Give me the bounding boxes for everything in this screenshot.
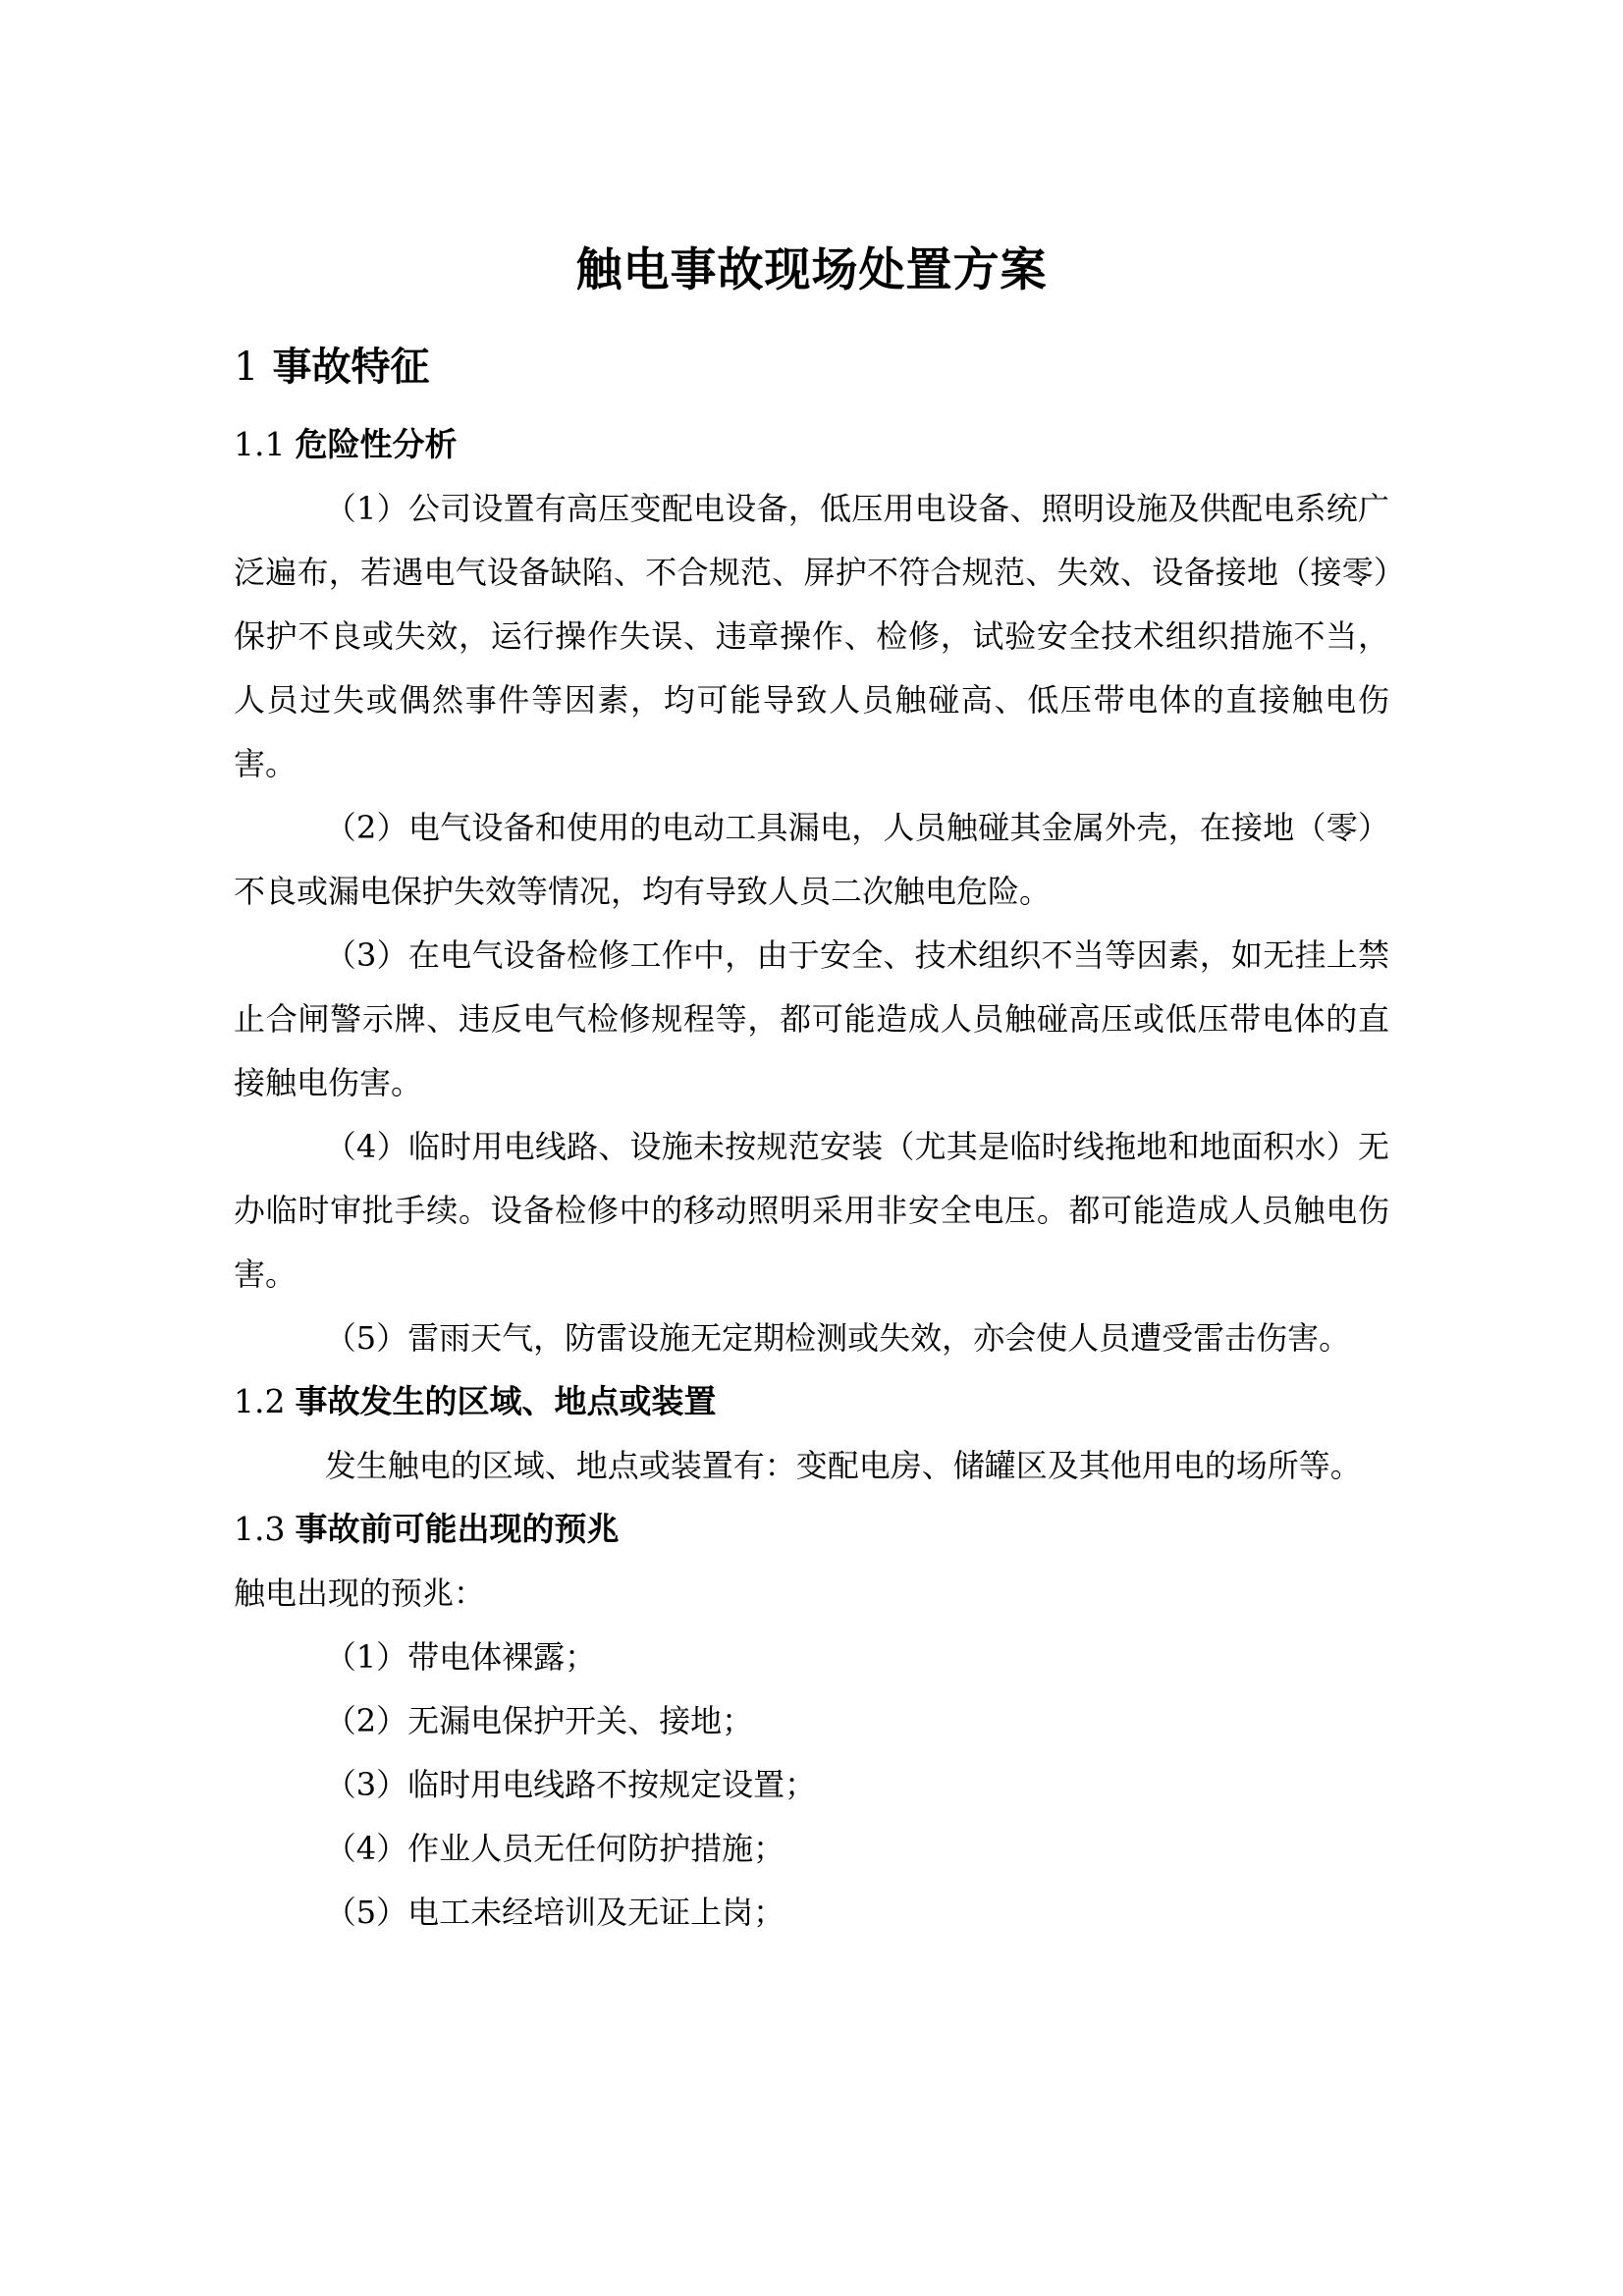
- section-heading-1-3: [234, 1510, 1389, 1549]
- omen-item-3: （3）临时用电线路不按规定设置；: [324, 1766, 817, 1803]
- section-1-1-title: 危险性分析: [295, 425, 458, 463]
- document-title: 触电事故现场处置方案: [575, 243, 1048, 297]
- section-1-2-title: 事故发生的区域、地点或装置: [295, 1382, 717, 1420]
- section-heading-1-1: [234, 425, 1389, 464]
- paragraph-area: 发生触电的区域、地点或装置有：变配电房、储罐区及其他用电的场所等。: [324, 1447, 1362, 1484]
- section-heading-1-2: [234, 1382, 1389, 1421]
- omen-item-2: （2）无漏电保护开关、接地；: [324, 1702, 754, 1739]
- paragraph-hazard-3: （3）在电气设备检修工作中，由于安全、技术组织不当等因素，如无挂上禁止合闸警示牌、违反电气检修规程等，都可能造成人员触碰高压或低压带电体的直接触电伤害。: [234, 936, 1389, 1101]
- omen-item-4: （4）作业人员无任何防护措施；: [324, 1830, 785, 1867]
- section-1-3-title: 事故前可能出现的预兆: [295, 1510, 620, 1548]
- omen-item-5: （5）电工未经培训及无证上岗；: [324, 1894, 785, 1931]
- section-1-title: 事故特征: [272, 345, 430, 390]
- section-1-1-number: 1.1: [234, 425, 286, 463]
- omen-item-1: （1）带电体裸露；: [324, 1638, 597, 1676]
- paragraph-hazard-5: （5）雷雨天气，防雷设施无定期检测或失效，亦会使人员遭受雷击伤害。: [324, 1319, 1351, 1357]
- paragraph-hazard-2: （2）电气设备和使用的电动工具漏电，人员触碰其金属外壳，在接地（零）不良或漏电保护失效等情况，均有导致人员二次触电危险。: [234, 809, 1389, 910]
- section-heading-1: [234, 345, 1389, 390]
- section-1-2-number: 1.2: [234, 1382, 286, 1420]
- paragraph-hazard-1: （1）公司设置有高压变配电设备，低压用电设备、照明设施及供配电系统广泛遍布，若遇电气设备缺陷、不合规范、屏护不符合规范、失效、设备接地（接零）保护不良或失效，运行操作失误、违章操作、检修，试验安全技术组织措施不当，人员过失或偶然事件等因素，均可能导致人员触碰高、低压带电体的直接触电伤害。: [234, 490, 1389, 782]
- paragraph-omen-intro: 触电出现的预兆：: [234, 1575, 486, 1612]
- section-1-number: 1: [234, 345, 259, 390]
- paragraph-hazard-4: （4）临时用电线路、设施未按规范安装（尤其是临时线拖地和地面积水）无办临时审批手续。设备检修中的移动照明采用非安全电压。都可能造成人员触电伤害。: [234, 1128, 1389, 1293]
- section-1-3-number: 1.3: [234, 1510, 286, 1548]
